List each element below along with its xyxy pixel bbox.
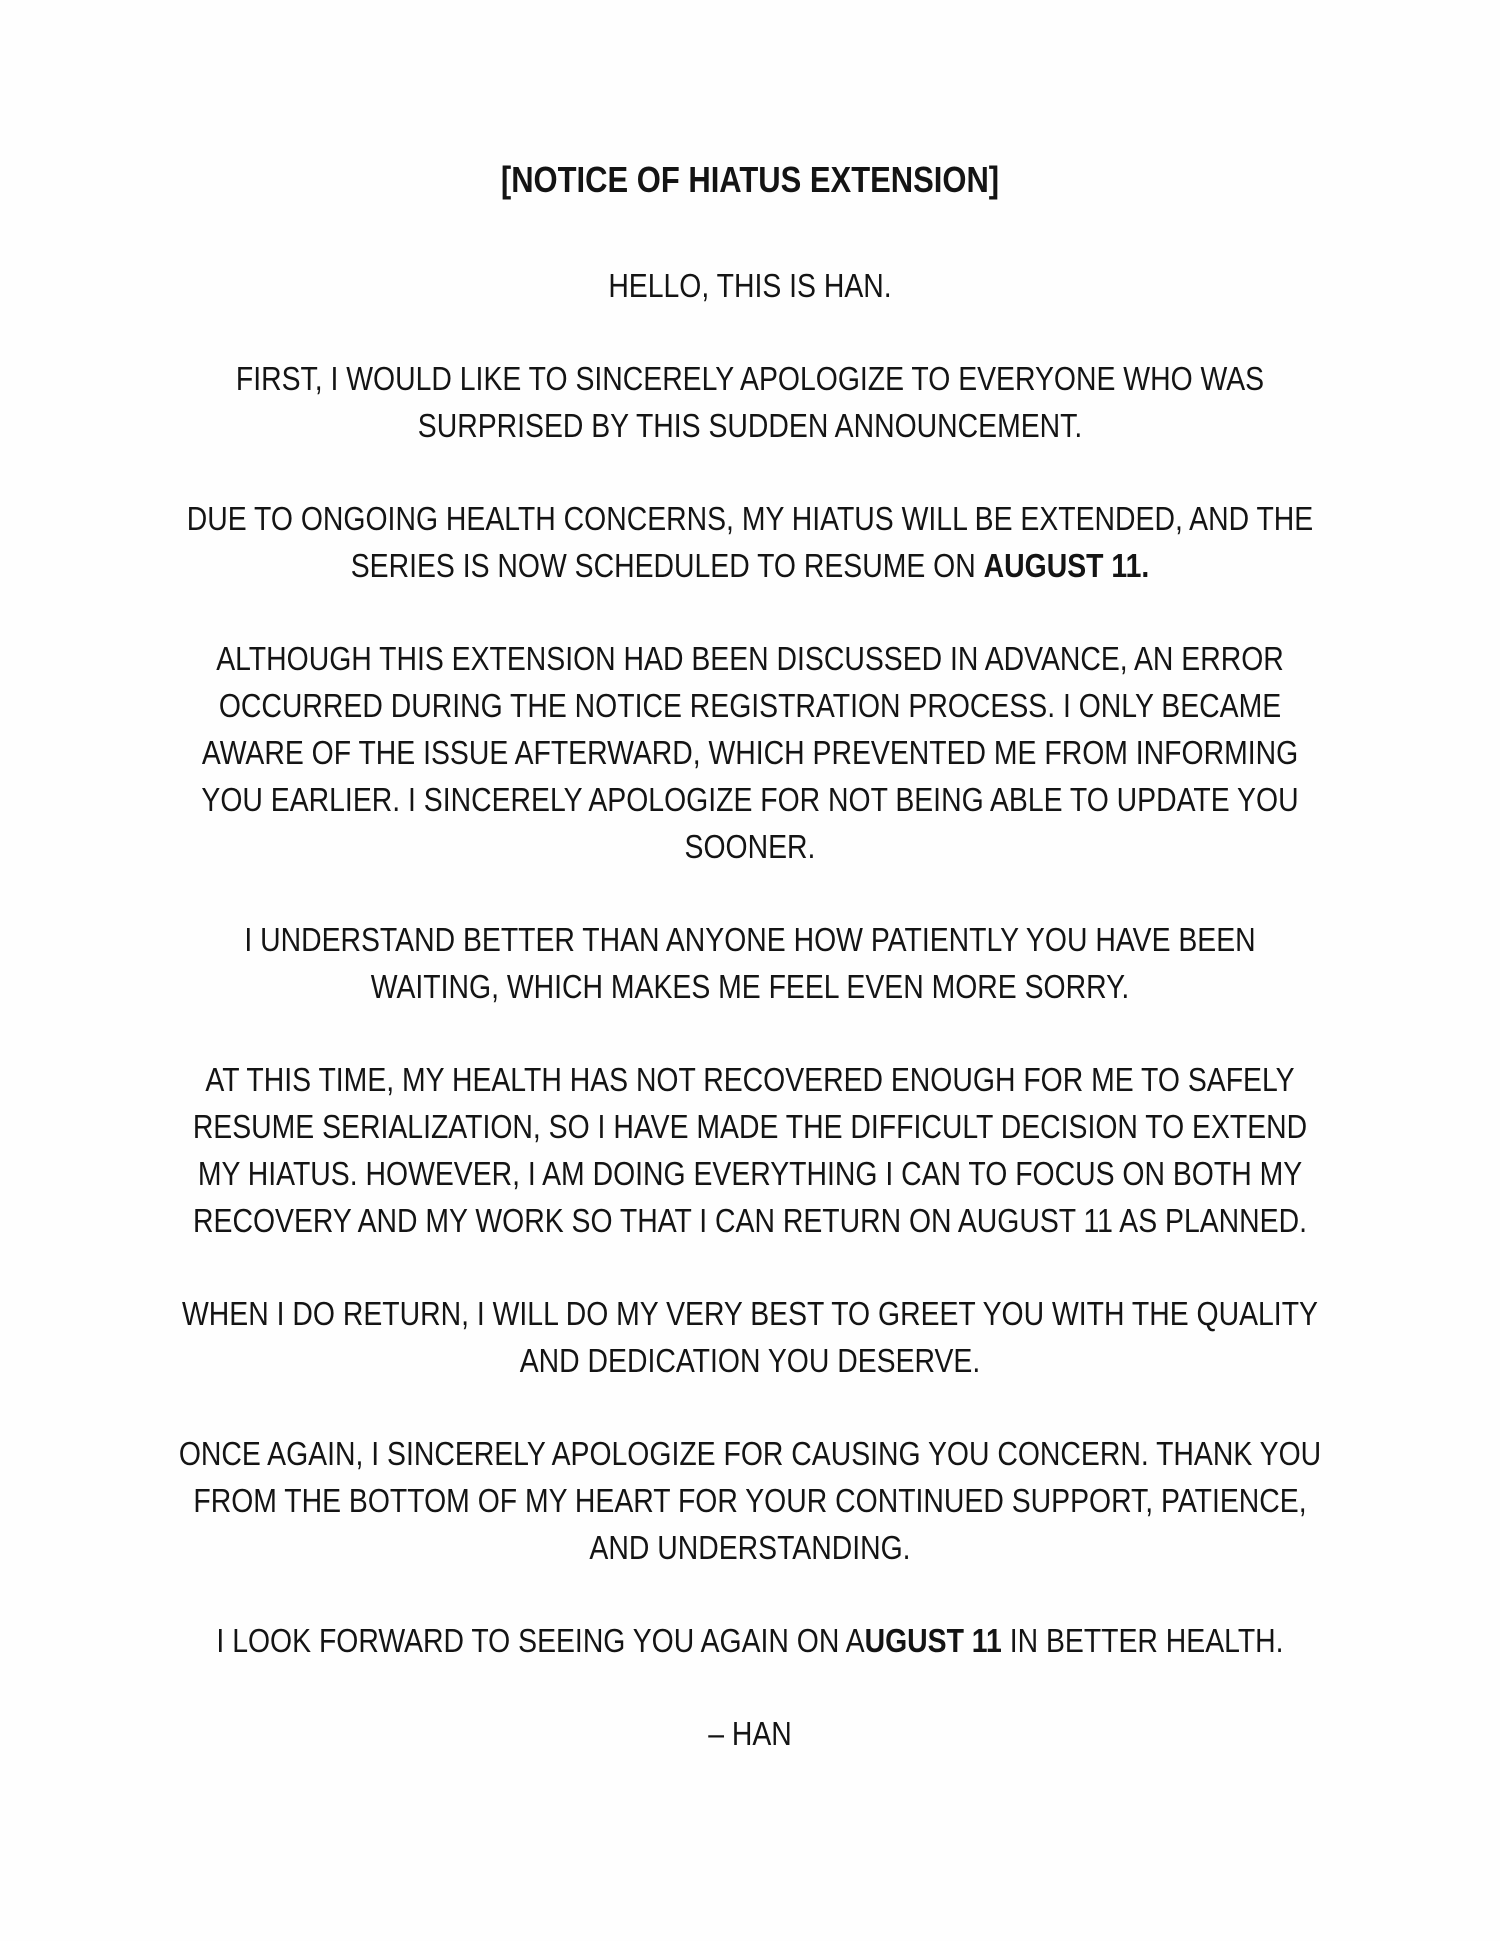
resume-date-paragraph	[178, 495, 1322, 589]
health-update-paragraph: AT THIS TIME, MY HEALTH HAS NOT RECOVERED ENOUGH FOR ME TO SAFELY RESUME SERIALIZATION, SO I HAVE MADE THE DIFFICULT DECISION TO EXTEND MY HIATUS. HOWEVER, I AM DOING EVERYTHING I CAN TO FOCUS ON BOTH MY RECOVERY AND MY WORK SO THAT I CAN RETURN ON AUGUST 11 AS PLANNED.	[192, 1061, 1308, 1239]
closing-text-after: IN BETTER HEALTH.	[1001, 1622, 1284, 1659]
understanding-paragraph: I UNDERSTAND BETTER THAN ANYONE HOW PATIENTLY YOU HAVE BEEN WAITING, WHICH MAKES ME FEEL EVEN MORE SORRY.	[244, 921, 1256, 1005]
return-promise-paragraph: WHEN I DO RETURN, I WILL DO MY VERY BEST TO GREET YOU WITH THE QUALITY AND DEDICATION YOU DESERVE.	[182, 1295, 1318, 1379]
thanks-paragraph: ONCE AGAIN, I SINCERELY APOLOGIZE FOR CAUSING YOU CONCERN. THANK YOU FROM THE BOTTOM OF MY HEART FOR YOUR CONTINUED SUPPORT, PATIENCE, AND UNDERSTANDING.	[178, 1435, 1322, 1566]
error-explanation-paragraph: ALTHOUGH THIS EXTENSION HAD BEEN DISCUSSED IN ADVANCE, AN ERROR OCCURRED DURING THE NOTICE REGISTRATION PROCESS. I ONLY BECAME AWARE OF THE ISSUE AFTERWARD, WHICH PREVENTED ME FROM INFORMING YOU EARLIER. I SINCERELY APOLOGIZE FOR NOT BEING ABLE TO UPDATE YOU SOONER.	[201, 640, 1299, 865]
signature: – HAN	[708, 1715, 792, 1752]
closing-date: UGUST 11	[864, 1622, 1002, 1659]
resume-date: AUGUST 11.	[983, 547, 1150, 584]
closing-text-before: I LOOK FORWARD TO SEEING YOU AGAIN ON A	[216, 1622, 865, 1659]
notice-document	[85, 158, 1415, 1757]
closing-paragraph	[178, 1617, 1322, 1664]
apology-paragraph: FIRST, I WOULD LIKE TO SINCERELY APOLOGIZE TO EVERYONE WHO WAS SURPRISED BY THIS SUDDEN ANNOUNCEMENT.	[235, 360, 1265, 444]
notice-title: [NOTICE OF HIATUS EXTENSION]	[500, 159, 1000, 200]
greeting-paragraph: HELLO, THIS IS HAN.	[608, 267, 892, 304]
resume-notice-text: DUE TO ONGOING HEALTH CONCERNS, MY HIATUS WILL BE EXTENDED, AND THE SERIES IS NOW SCHEDULED TO RESUME ON	[186, 500, 1314, 584]
